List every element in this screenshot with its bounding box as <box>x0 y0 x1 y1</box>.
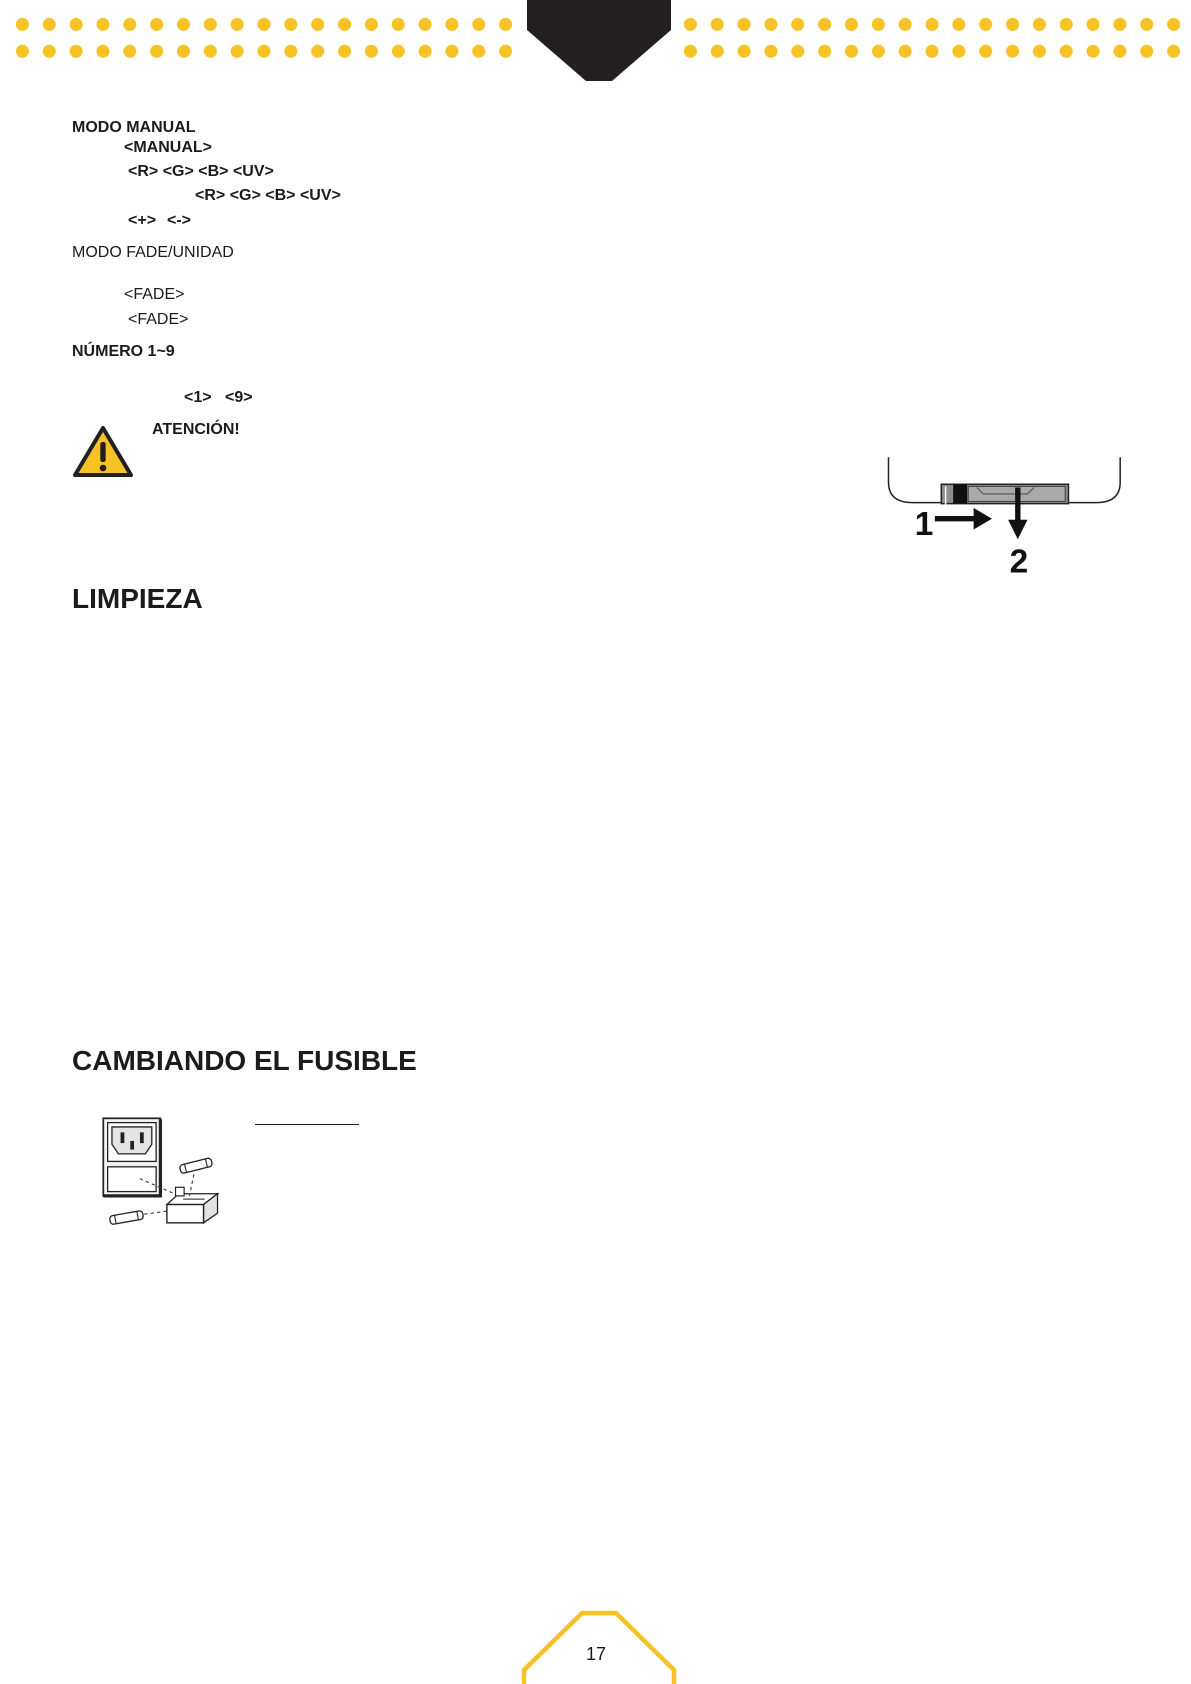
step-1-label: 1 <box>914 505 933 543</box>
header-dot-pattern-right <box>677 11 1187 65</box>
fuse-drawer-box <box>167 1188 218 1224</box>
minus-key-label: <-> <box>167 212 192 229</box>
header-dot-pattern-left <box>9 11 519 65</box>
number-mode-title: NÚMERO 1~9 <box>72 343 175 360</box>
fuse-change-heading: CAMBIANDO EL FUSIBLE <box>72 1045 417 1076</box>
fuse-holder-illustration <box>99 1114 224 1230</box>
cleaning-heading: LIMPIEZA <box>72 583 203 614</box>
manual-mode-title: MODO MANUAL <box>72 119 196 136</box>
arrow-right-icon <box>934 508 991 530</box>
fade-mode-title: MODO FADE/UNIDAD <box>72 244 234 261</box>
color-keys-row-1: <R> <G> <B> <UV> <box>128 163 274 180</box>
fuse-section-rule <box>255 1124 359 1125</box>
fuse-cartridge-spare <box>179 1158 212 1174</box>
step-2-label: 2 <box>1009 543 1028 578</box>
warning-title: ATENCIÓN! <box>152 421 240 438</box>
warning-triangle-icon <box>72 425 134 478</box>
header-tab-shape <box>527 0 672 82</box>
plus-key-label: <+> <box>128 212 157 229</box>
fade-key-label-2: <FADE> <box>128 311 189 328</box>
number-key-last: <9> <box>225 389 253 406</box>
fuse-cartridge <box>109 1211 143 1225</box>
fuse-drawer <box>941 484 1068 513</box>
manual-key-label: <MANUAL> <box>124 139 213 156</box>
fuse-drawer-diagram <box>882 453 1126 578</box>
number-key-first: <1> <box>184 389 212 406</box>
page-number: 17 <box>585 1644 607 1664</box>
color-keys-row-2: <R> <G> <B> <UV> <box>195 187 341 204</box>
fade-key-label-1: <FADE> <box>124 286 185 303</box>
